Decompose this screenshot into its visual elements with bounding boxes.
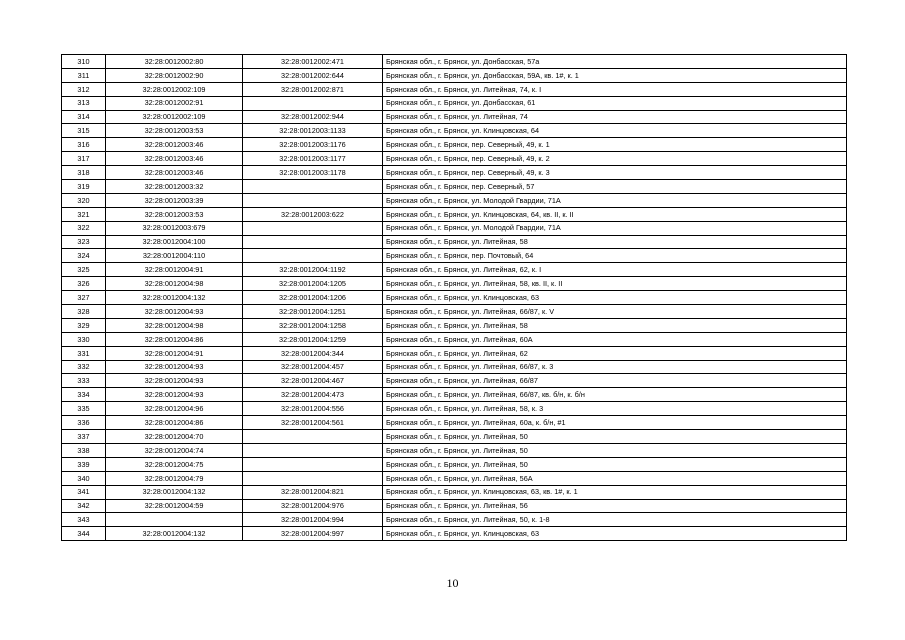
row-number: 329 bbox=[62, 318, 106, 332]
table-row bbox=[62, 82, 847, 96]
table-row bbox=[62, 305, 847, 319]
registry-table-body bbox=[62, 55, 847, 541]
table-row bbox=[62, 221, 847, 235]
land-cadastral-number: 32:28:0012004:132 bbox=[106, 485, 243, 499]
row-number: 339 bbox=[62, 457, 106, 471]
address: Брянская обл., г. Брянск, пер. Почтовый, 64 bbox=[383, 249, 847, 263]
address: Брянская обл., г. Брянск, ул. Литейная, 50 bbox=[383, 443, 847, 457]
table-row bbox=[62, 68, 847, 82]
table-row bbox=[62, 110, 847, 124]
address: Брянская обл., г. Брянск, пер. Северный, 49, к. 3 bbox=[383, 166, 847, 180]
object-cadastral-number bbox=[243, 430, 383, 444]
row-number: 312 bbox=[62, 82, 106, 96]
page-number: 10 bbox=[446, 576, 459, 590]
row-number: 335 bbox=[62, 402, 106, 416]
row-number: 331 bbox=[62, 346, 106, 360]
address: Брянская обл., г. Брянск, ул. Литейная, 66/87, к. 3 bbox=[383, 360, 847, 374]
object-cadastral-number: 32:28:0012004:457 bbox=[243, 360, 383, 374]
row-number: 315 bbox=[62, 124, 106, 138]
table-row bbox=[62, 402, 847, 416]
land-cadastral-number bbox=[106, 513, 243, 527]
address: Брянская обл., г. Брянск, ул. Литейная, 66/87, к. V bbox=[383, 305, 847, 319]
land-cadastral-number: 32:28:0012004:91 bbox=[106, 346, 243, 360]
row-number: 321 bbox=[62, 207, 106, 221]
row-number: 341 bbox=[62, 485, 106, 499]
table-row bbox=[62, 235, 847, 249]
row-number: 337 bbox=[62, 430, 106, 444]
table-row bbox=[62, 207, 847, 221]
object-cadastral-number: 32:28:0012004:344 bbox=[243, 346, 383, 360]
table-row bbox=[62, 166, 847, 180]
address: Брянская обл., г. Брянск, ул. Литейная, 74 bbox=[383, 110, 847, 124]
land-cadastral-number: 32:28:0012004:132 bbox=[106, 291, 243, 305]
address: Брянская обл., г. Брянск, пер. Северный, 49, к. 1 bbox=[383, 138, 847, 152]
row-number: 330 bbox=[62, 332, 106, 346]
land-cadastral-number: 32:28:0012002:109 bbox=[106, 110, 243, 124]
land-cadastral-number: 32:28:0012003:46 bbox=[106, 152, 243, 166]
address: Брянская обл., г. Брянск, ул. Литейная, 66/87 bbox=[383, 374, 847, 388]
object-cadastral-number: 32:28:0012004:1192 bbox=[243, 263, 383, 277]
row-number: 313 bbox=[62, 96, 106, 110]
table-row bbox=[62, 152, 847, 166]
address: Брянская обл., г. Брянск, ул. Литейная, 58 bbox=[383, 235, 847, 249]
table-row bbox=[62, 249, 847, 263]
object-cadastral-number: 32:28:0012003:622 bbox=[243, 207, 383, 221]
object-cadastral-number: 32:28:0012004:473 bbox=[243, 388, 383, 402]
address: Брянская обл., г. Брянск, ул. Литейная, 60а, к. б/н, #1 bbox=[383, 416, 847, 430]
object-cadastral-number bbox=[243, 249, 383, 263]
row-number: 333 bbox=[62, 374, 106, 388]
table-row bbox=[62, 443, 847, 457]
row-number: 340 bbox=[62, 471, 106, 485]
object-cadastral-number: 32:28:0012004:994 bbox=[243, 513, 383, 527]
table-row bbox=[62, 318, 847, 332]
object-cadastral-number bbox=[243, 180, 383, 194]
address: Брянская обл., г. Брянск, ул. Литейная, 60А bbox=[383, 332, 847, 346]
table-row bbox=[62, 138, 847, 152]
table-row bbox=[62, 346, 847, 360]
land-cadastral-number: 32:28:0012004:132 bbox=[106, 527, 243, 541]
row-number: 326 bbox=[62, 277, 106, 291]
address: Брянская обл., г. Брянск, ул. Клинцовская, 63, кв. 1#, к. 1 bbox=[383, 485, 847, 499]
object-cadastral-number: 32:28:0012002:944 bbox=[243, 110, 383, 124]
address: Брянская обл., г. Брянск, ул. Литейная, 50, к. 1-8 bbox=[383, 513, 847, 527]
table-row bbox=[62, 180, 847, 194]
table-row bbox=[62, 291, 847, 305]
land-cadastral-number: 32:28:0012002:80 bbox=[106, 55, 243, 69]
address: Брянская обл., г. Брянск, ул. Литейная, 56А bbox=[383, 471, 847, 485]
object-cadastral-number: 32:28:0012004:1258 bbox=[243, 318, 383, 332]
registry-table bbox=[61, 54, 847, 541]
address: Брянская обл., г. Брянск, пер. Северный, 49, к. 2 bbox=[383, 152, 847, 166]
object-cadastral-number: 32:28:0012004:556 bbox=[243, 402, 383, 416]
row-number: 336 bbox=[62, 416, 106, 430]
land-cadastral-number: 32:28:0012003:53 bbox=[106, 124, 243, 138]
land-cadastral-number: 32:28:0012003:39 bbox=[106, 193, 243, 207]
address: Брянская обл., г. Брянск, пер. Северный, 57 bbox=[383, 180, 847, 194]
address: Брянская обл., г. Брянск, ул. Донбасская, 61 bbox=[383, 96, 847, 110]
object-cadastral-number: 32:28:0012002:471 bbox=[243, 55, 383, 69]
table-row bbox=[62, 96, 847, 110]
address: Брянская обл., г. Брянск, ул. Литейная, 58, кв. II, к. II bbox=[383, 277, 847, 291]
address: Брянская обл., г. Брянск, ул. Молодой Гвардии, 71А bbox=[383, 193, 847, 207]
land-cadastral-number: 32:28:0012004:70 bbox=[106, 430, 243, 444]
table-row bbox=[62, 388, 847, 402]
row-number: 334 bbox=[62, 388, 106, 402]
object-cadastral-number bbox=[243, 471, 383, 485]
table-row bbox=[62, 360, 847, 374]
row-number: 310 bbox=[62, 55, 106, 69]
land-cadastral-number: 32:28:0012004:75 bbox=[106, 457, 243, 471]
land-cadastral-number: 32:28:0012004:100 bbox=[106, 235, 243, 249]
object-cadastral-number: 32:28:0012003:1177 bbox=[243, 152, 383, 166]
table-row bbox=[62, 374, 847, 388]
object-cadastral-number: 32:28:0012004:1205 bbox=[243, 277, 383, 291]
object-cadastral-number: 32:28:0012004:467 bbox=[243, 374, 383, 388]
land-cadastral-number: 32:28:0012004:74 bbox=[106, 443, 243, 457]
row-number: 325 bbox=[62, 263, 106, 277]
object-cadastral-number: 32:28:0012003:1178 bbox=[243, 166, 383, 180]
table-row bbox=[62, 485, 847, 499]
table-row bbox=[62, 430, 847, 444]
row-number: 317 bbox=[62, 152, 106, 166]
table-row bbox=[62, 416, 847, 430]
address: Брянская обл., г. Брянск, ул. Литейная, 58 bbox=[383, 318, 847, 332]
land-cadastral-number: 32:28:0012003:32 bbox=[106, 180, 243, 194]
land-cadastral-number: 32:28:0012004:98 bbox=[106, 277, 243, 291]
land-cadastral-number: 32:28:0012003:679 bbox=[106, 221, 243, 235]
address: Брянская обл., г. Брянск, ул. Литейная, 50 bbox=[383, 430, 847, 444]
object-cadastral-number bbox=[243, 193, 383, 207]
land-cadastral-number: 32:28:0012004:79 bbox=[106, 471, 243, 485]
object-cadastral-number bbox=[243, 235, 383, 249]
row-number: 316 bbox=[62, 138, 106, 152]
row-number: 319 bbox=[62, 180, 106, 194]
row-number: 338 bbox=[62, 443, 106, 457]
land-cadastral-number: 32:28:0012004:96 bbox=[106, 402, 243, 416]
row-number: 322 bbox=[62, 221, 106, 235]
land-cadastral-number: 32:28:0012004:93 bbox=[106, 388, 243, 402]
table-row bbox=[62, 263, 847, 277]
land-cadastral-number: 32:28:0012003:46 bbox=[106, 166, 243, 180]
object-cadastral-number: 32:28:0012004:997 bbox=[243, 527, 383, 541]
table-row bbox=[62, 332, 847, 346]
table-row bbox=[62, 457, 847, 471]
row-number: 327 bbox=[62, 291, 106, 305]
row-number: 328 bbox=[62, 305, 106, 319]
object-cadastral-number: 32:28:0012004:1259 bbox=[243, 332, 383, 346]
row-number: 323 bbox=[62, 235, 106, 249]
table-row bbox=[62, 124, 847, 138]
object-cadastral-number: 32:28:0012004:561 bbox=[243, 416, 383, 430]
land-cadastral-number: 32:28:0012002:109 bbox=[106, 82, 243, 96]
land-cadastral-number: 32:28:0012003:46 bbox=[106, 138, 243, 152]
row-number: 314 bbox=[62, 110, 106, 124]
table-row bbox=[62, 513, 847, 527]
row-number: 318 bbox=[62, 166, 106, 180]
row-number: 344 bbox=[62, 527, 106, 541]
address: Брянская обл., г. Брянск, ул. Литейная, 74, к. I bbox=[383, 82, 847, 96]
row-number: 342 bbox=[62, 499, 106, 513]
object-cadastral-number: 32:28:0012004:976 bbox=[243, 499, 383, 513]
object-cadastral-number bbox=[243, 457, 383, 471]
object-cadastral-number bbox=[243, 96, 383, 110]
land-cadastral-number: 32:28:0012004:93 bbox=[106, 360, 243, 374]
row-number: 311 bbox=[62, 68, 106, 82]
object-cadastral-number: 32:28:0012004:1251 bbox=[243, 305, 383, 319]
object-cadastral-number bbox=[243, 221, 383, 235]
table-row bbox=[62, 277, 847, 291]
land-cadastral-number: 32:28:0012002:91 bbox=[106, 96, 243, 110]
object-cadastral-number bbox=[243, 443, 383, 457]
land-cadastral-number: 32:28:0012004:93 bbox=[106, 374, 243, 388]
address: Брянская обл., г. Брянск, ул. Молодой Гвардии, 71А bbox=[383, 221, 847, 235]
object-cadastral-number: 32:28:0012002:871 bbox=[243, 82, 383, 96]
table-row bbox=[62, 55, 847, 69]
row-number: 343 bbox=[62, 513, 106, 527]
land-cadastral-number: 32:28:0012004:59 bbox=[106, 499, 243, 513]
address: Брянская обл., г. Брянск, ул. Клинцовская, 64 bbox=[383, 124, 847, 138]
land-cadastral-number: 32:28:0012004:86 bbox=[106, 332, 243, 346]
address: Брянская обл., г. Брянск, ул. Клинцовская, 63 bbox=[383, 291, 847, 305]
address: Брянская обл., г. Брянск, ул. Донбасская, 59А, кв. 1#, к. 1 bbox=[383, 68, 847, 82]
object-cadastral-number: 32:28:0012004:1206 bbox=[243, 291, 383, 305]
object-cadastral-number: 32:28:0012003:1176 bbox=[243, 138, 383, 152]
address: Брянская обл., г. Брянск, ул. Литейная, 62 bbox=[383, 346, 847, 360]
address: Брянская обл., г. Брянск, ул. Литейная, 56 bbox=[383, 499, 847, 513]
row-number: 324 bbox=[62, 249, 106, 263]
address: Брянская обл., г. Брянск, ул. Литейная, 50 bbox=[383, 457, 847, 471]
land-cadastral-number: 32:28:0012004:93 bbox=[106, 305, 243, 319]
address: Брянская обл., г. Брянск, ул. Донбасская, 57а bbox=[383, 55, 847, 69]
object-cadastral-number: 32:28:0012003:1133 bbox=[243, 124, 383, 138]
address: Брянская обл., г. Брянск, ул. Литейная, 66/87, кв. б/н, к. б/н bbox=[383, 388, 847, 402]
land-cadastral-number: 32:28:0012004:86 bbox=[106, 416, 243, 430]
address: Брянская обл., г. Брянск, ул. Литейная, 62, к. I bbox=[383, 263, 847, 277]
land-cadastral-number: 32:28:0012003:53 bbox=[106, 207, 243, 221]
land-cadastral-number: 32:28:0012004:98 bbox=[106, 318, 243, 332]
row-number: 332 bbox=[62, 360, 106, 374]
object-cadastral-number: 32:28:0012002:644 bbox=[243, 68, 383, 82]
table-row bbox=[62, 471, 847, 485]
table-row bbox=[62, 193, 847, 207]
address: Брянская обл., г. Брянск, ул. Литейная, 58, к. 3 bbox=[383, 402, 847, 416]
table-row bbox=[62, 499, 847, 513]
land-cadastral-number: 32:28:0012004:91 bbox=[106, 263, 243, 277]
row-number: 320 bbox=[62, 193, 106, 207]
table-row bbox=[62, 527, 847, 541]
land-cadastral-number: 32:28:0012002:90 bbox=[106, 68, 243, 82]
address: Брянская обл., г. Брянск, ул. Клинцовская, 63 bbox=[383, 527, 847, 541]
address: Брянская обл., г. Брянск, ул. Клинцовская, 64, кв. II, к. II bbox=[383, 207, 847, 221]
land-cadastral-number: 32:28:0012004:110 bbox=[106, 249, 243, 263]
object-cadastral-number: 32:28:0012004:821 bbox=[243, 485, 383, 499]
